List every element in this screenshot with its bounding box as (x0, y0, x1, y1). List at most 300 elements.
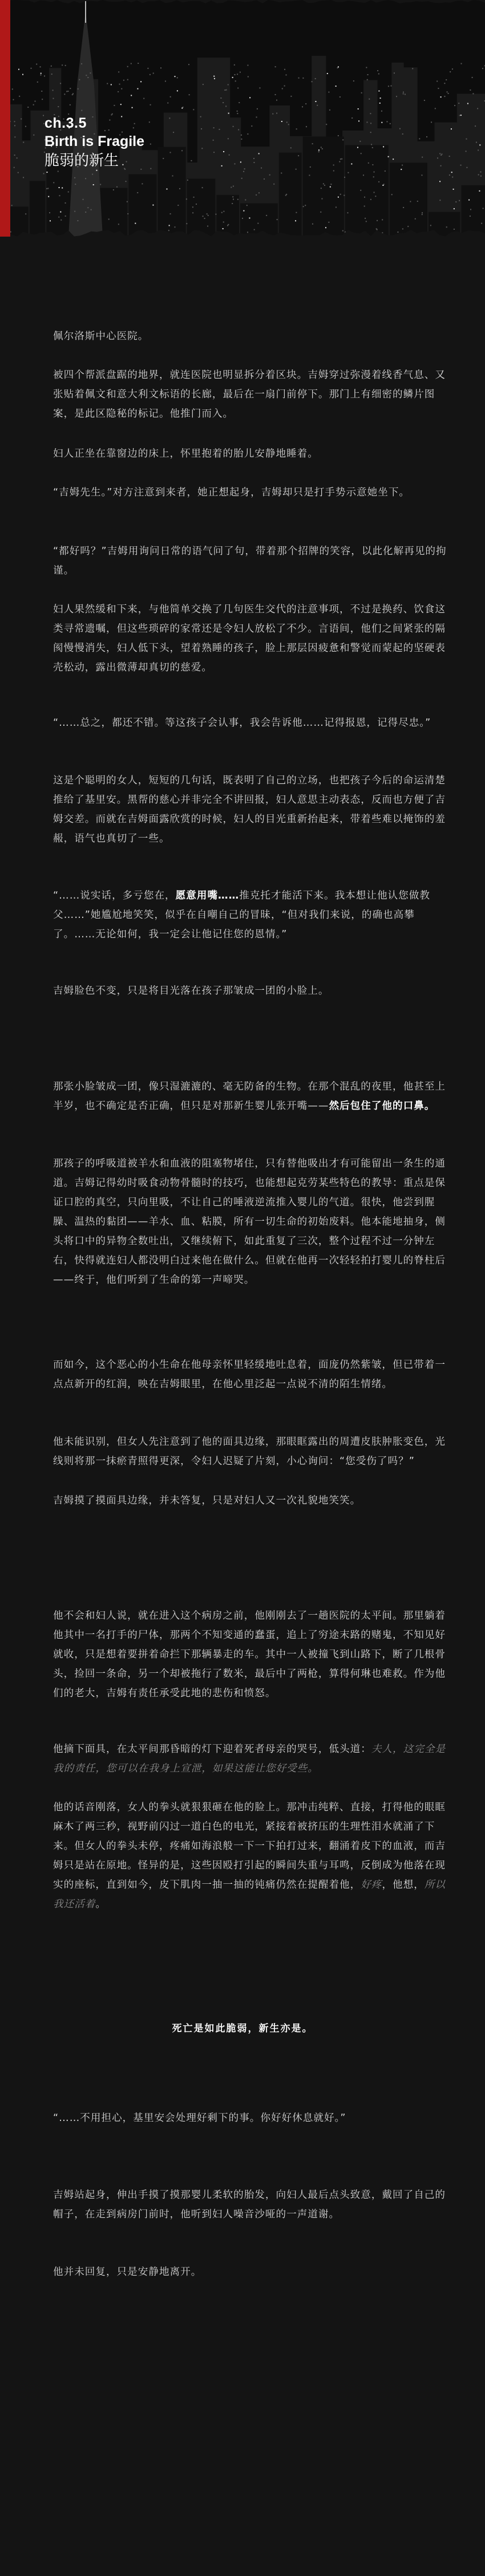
window-light (254, 229, 255, 230)
window-light (23, 177, 24, 178)
window-light (243, 171, 244, 172)
window-light (234, 163, 235, 164)
window-light (251, 125, 252, 127)
window-light (407, 226, 409, 227)
window-light (121, 88, 122, 90)
window-light (65, 65, 66, 66)
window-light (375, 196, 376, 197)
paragraph-text: 他并未回复，只是安静地离开。 (53, 2266, 202, 2278)
window-light (295, 220, 296, 221)
window-light (169, 117, 170, 119)
window-light (258, 153, 260, 154)
paragraph (53, 327, 447, 346)
window-light (74, 211, 75, 212)
window-light (431, 121, 432, 123)
window-light (150, 168, 151, 169)
window-light (381, 111, 382, 112)
paragraph-text: “……说实话，多亏您在， (53, 890, 176, 901)
window-light (338, 197, 339, 198)
paragraph-text: 他摘下面具，在太平间那昏暗的灯下迎着死者母亲的哭号，低头道： (53, 1744, 371, 1755)
window-light (296, 212, 297, 213)
window-light (53, 182, 54, 183)
window-light (378, 181, 379, 182)
building-shape (461, 185, 485, 237)
window-light (147, 68, 148, 69)
window-light (111, 84, 112, 85)
paragraph-text: 吉姆脸色不变，只是将目光落在孩子那皱成一团的小脸上。 (53, 985, 329, 997)
window-light (59, 195, 60, 196)
window-light (193, 109, 194, 110)
window-light (116, 186, 118, 188)
window-light (240, 72, 241, 73)
window-light (46, 188, 47, 189)
window-light (25, 213, 26, 214)
emphasis-text: 然后包住了他的口鼻。 (329, 1100, 435, 1112)
window-light (149, 74, 151, 75)
window-light (380, 97, 381, 99)
window-light (33, 104, 34, 105)
window-light (298, 155, 299, 156)
window-light (256, 116, 257, 117)
window-light (40, 66, 41, 67)
window-light (201, 148, 203, 149)
window-light (14, 125, 15, 126)
window-light (137, 192, 138, 193)
window-light (36, 64, 37, 65)
window-light (213, 140, 214, 141)
window-light (18, 172, 19, 173)
paragraph-text: 妇人果然缓和下来，与他简单交换了几句医生交代的注意事项，不过是换药、饮食这类寻常遗嘱，但这些琐碎的家常还是令妇人放松了不少。言语间，他们之间紧张的隔阂慢慢消失，妇人低下头，望着熟睡的孩子，脸上那层因疲惫和警觉而蒙起的坚硬表壳松动，露出微薄却真切的慈爱。 (53, 604, 446, 673)
paragraph-text: “……不用担心，基里安会处理好剩下的事。你好好休息就好。” (53, 2112, 346, 2124)
window-light (305, 205, 306, 206)
window-light (59, 187, 60, 188)
window-light (337, 67, 338, 68)
window-light (369, 99, 370, 100)
chapter-title-block (45, 114, 144, 171)
window-light (275, 94, 276, 95)
paragraph (53, 1077, 447, 1116)
window-light (248, 76, 249, 78)
window-light (417, 201, 418, 202)
window-light (75, 184, 76, 185)
window-light (322, 148, 323, 149)
window-light (208, 215, 209, 216)
window-light (257, 108, 258, 109)
window-light (85, 212, 86, 213)
window-light (243, 210, 244, 212)
window-light (454, 229, 455, 230)
window-light (44, 75, 45, 76)
window-light (325, 227, 326, 228)
window-light (93, 184, 94, 185)
window-light (33, 135, 34, 136)
window-light (440, 96, 442, 97)
window-light (321, 147, 322, 148)
window-light (480, 176, 482, 177)
window-light (228, 113, 229, 114)
building-shape (240, 204, 278, 237)
window-light (74, 177, 75, 178)
window-light (34, 101, 35, 102)
window-light (233, 126, 234, 127)
window-light (247, 133, 248, 135)
chapter-title-en: Birth is Fragile (45, 133, 145, 149)
building-shape (279, 153, 302, 237)
window-light (381, 122, 382, 123)
window-light (405, 94, 406, 95)
window-light (226, 90, 227, 91)
window-light (361, 153, 362, 154)
window-light (241, 135, 242, 136)
window-light (87, 207, 88, 208)
window-light (371, 144, 372, 145)
window-light (60, 83, 61, 84)
paragraph-text: 推克托才能活下来。我本想让他认您做教父……”她尴尬地笑笑，似乎在自嘲自己的冒昧，“但对我们来说，的确也高攀了。……无论如何，我一定会让他记住您的恩情。” (53, 890, 430, 940)
paragraph (53, 2108, 447, 2128)
window-light (439, 181, 440, 182)
window-light (21, 119, 22, 120)
window-light (312, 143, 313, 144)
window-light (472, 77, 473, 78)
window-light (25, 126, 26, 127)
window-light (379, 103, 381, 104)
window-light (62, 188, 63, 189)
window-light (328, 92, 329, 93)
window-light (357, 147, 358, 148)
window-light (370, 113, 371, 114)
window-light (19, 96, 20, 97)
window-light (242, 218, 243, 219)
window-light (466, 151, 467, 152)
paragraph (53, 1432, 447, 1471)
window-light (476, 142, 477, 143)
window-light (454, 105, 455, 106)
window-light (126, 181, 127, 182)
window-light (14, 155, 15, 156)
window-light (239, 102, 240, 103)
window-light (402, 133, 403, 135)
window-light (118, 224, 119, 225)
window-light (340, 96, 341, 97)
window-light (401, 169, 402, 170)
window-light (396, 96, 397, 97)
window-light (119, 84, 120, 85)
window-light (64, 94, 65, 95)
window-light (11, 205, 13, 206)
window-light (43, 115, 44, 116)
window-light (188, 64, 189, 65)
window-light (60, 212, 61, 213)
window-light (340, 194, 341, 195)
window-light (249, 97, 250, 98)
window-light (377, 220, 378, 221)
window-light (327, 73, 328, 74)
window-light (12, 88, 13, 90)
paragraph (53, 1606, 447, 1703)
window-light (342, 139, 343, 140)
accent-bar (0, 0, 10, 237)
window-light (326, 124, 327, 125)
building-shape (216, 195, 239, 237)
window-light (238, 129, 239, 131)
window-light (479, 190, 480, 192)
paragraph (53, 886, 447, 944)
paragraph (53, 713, 447, 733)
paragraph-text: “吉姆先生。”对方注意到来者，她正想起身，吉姆却只是打手势示意她坐下。 (53, 487, 410, 498)
window-light (50, 220, 51, 221)
window-light (373, 176, 374, 177)
window-light (296, 128, 297, 129)
window-light (62, 64, 63, 66)
window-light (249, 217, 250, 218)
paragraph-text: 妇人正坐在靠窗边的床上，怀里抱着的胎儿安静地睡着。 (53, 448, 318, 460)
window-light (460, 63, 462, 64)
window-light (330, 186, 331, 188)
window-light (123, 80, 124, 81)
window-light (272, 113, 273, 115)
window-light (58, 217, 59, 218)
window-light (358, 108, 359, 109)
window-light (224, 90, 225, 91)
window-light (394, 72, 395, 74)
paragraph (53, 1154, 447, 1290)
window-light (81, 110, 82, 111)
window-light (247, 64, 248, 66)
window-light (17, 157, 18, 159)
window-light (390, 123, 391, 124)
window-light (302, 106, 303, 107)
window-light (179, 188, 180, 189)
window-light (60, 220, 62, 221)
window-light (233, 186, 234, 187)
window-light (419, 138, 420, 139)
window-light (364, 206, 365, 207)
window-light (444, 96, 445, 97)
window-light (388, 156, 389, 157)
paragraph (53, 600, 447, 677)
window-light (160, 67, 161, 68)
window-light (214, 78, 215, 79)
window-light (374, 172, 375, 173)
window-light (315, 101, 316, 102)
window-light (329, 109, 330, 111)
building-shape (303, 136, 344, 237)
window-light (42, 99, 43, 100)
window-light (223, 151, 224, 152)
window-light (245, 200, 246, 201)
window-light (472, 93, 474, 94)
window-light (302, 78, 304, 79)
paragraph-text: “都好吗？”吉姆用询问日常的语气问了句，带着那个招牌的笑容，以此化解再见的拘谨。 (53, 546, 447, 576)
window-light (261, 168, 262, 169)
window-light (275, 66, 276, 67)
window-light (363, 174, 364, 176)
window-light (435, 108, 436, 109)
window-light (189, 94, 190, 95)
window-light (436, 80, 438, 82)
window-light (201, 128, 202, 129)
window-light (276, 100, 277, 101)
window-light (361, 92, 362, 94)
window-light (447, 91, 448, 92)
window-light (382, 185, 383, 186)
window-light (288, 124, 289, 125)
paragraph (53, 2185, 447, 2224)
window-light (323, 183, 324, 184)
chapter-header (0, 0, 485, 237)
window-light (22, 74, 23, 75)
window-light (228, 138, 229, 139)
window-light (277, 219, 278, 220)
window-light (14, 121, 15, 122)
window-light (207, 213, 208, 214)
window-light (467, 103, 468, 104)
window-light (273, 184, 274, 185)
window-light (482, 68, 483, 69)
window-light (219, 129, 220, 130)
window-light (312, 81, 313, 82)
window-light (223, 228, 224, 229)
window-light (177, 90, 178, 91)
window-light (281, 121, 282, 122)
window-light (237, 87, 239, 88)
window-light (448, 93, 449, 94)
window-light (166, 189, 167, 190)
window-light (221, 212, 223, 213)
window-light (438, 88, 439, 89)
window-light (221, 165, 223, 166)
window-light (138, 63, 139, 64)
window-light (118, 91, 119, 92)
paragraph-text: 吉姆摸了摸面具边缘，并未答复，只是对妇人又一次礼貌地笑笑。 (53, 1495, 361, 1506)
window-light (223, 221, 224, 222)
window-light (14, 136, 15, 137)
window-light (455, 201, 456, 202)
paragraph (53, 981, 447, 1001)
window-light (365, 218, 366, 219)
window-light (114, 105, 115, 106)
window-light (18, 69, 19, 70)
window-light (276, 113, 277, 114)
window-light (452, 68, 453, 70)
window-light (296, 169, 297, 170)
window-light (135, 223, 136, 224)
window-light (437, 157, 438, 159)
window-light (87, 77, 88, 78)
window-light (181, 150, 183, 151)
window-light (233, 198, 234, 200)
window-light (100, 184, 101, 185)
window-light (186, 223, 187, 224)
window-light (377, 70, 378, 71)
window-light (466, 139, 467, 140)
window-light (284, 69, 285, 70)
window-light (422, 157, 423, 158)
window-light (43, 173, 45, 174)
window-light (246, 205, 248, 206)
window-light (65, 202, 66, 204)
window-light (284, 86, 285, 87)
window-light (174, 226, 175, 227)
window-light (113, 189, 114, 190)
window-light (240, 161, 241, 162)
window-light (449, 174, 450, 176)
window-light (108, 218, 110, 220)
window-light (49, 212, 50, 213)
paragraph (53, 1740, 447, 1778)
window-light (315, 78, 316, 79)
window-light (65, 216, 66, 217)
window-light (52, 98, 54, 99)
window-light (235, 80, 236, 82)
window-light (470, 90, 471, 91)
window-light (397, 231, 398, 233)
window-light (131, 95, 132, 96)
window-light (459, 115, 460, 116)
window-light (336, 206, 337, 208)
window-light (440, 155, 442, 156)
window-light (466, 167, 467, 168)
window-light (477, 108, 478, 109)
window-light (470, 209, 471, 210)
window-light (351, 117, 353, 119)
window-light (237, 74, 238, 75)
window-light (333, 170, 334, 172)
window-light (81, 63, 82, 64)
window-light (483, 208, 484, 209)
emphasis-text: 愿意用嘴…… (175, 890, 240, 901)
window-light (403, 207, 404, 208)
window-light (223, 102, 224, 103)
window-light (360, 190, 361, 191)
window-light (237, 199, 239, 200)
window-light (169, 225, 170, 226)
window-light (452, 177, 453, 178)
window-light (150, 104, 151, 105)
window-light (107, 83, 108, 84)
window-light (132, 107, 133, 108)
window-light (168, 230, 169, 231)
paragraph-text: 他不会和妇人说，就在进入这个病房之前，他刚刚去了一趟医院的太平间。那里躺着他其中一名打手的尸体，那两个不知变通的蠢蛋，追上了穷途末路的赌鬼，不知见好就收，只是想着要拼着命拦下那辆暴走的车。其中一人被撞飞到山路下，断了几根骨头，捡回一条命，另一个却被拖行了数米，最后中了两枪，算得何琳也难救。作为他们的老大，吉姆有责任承受此地的悲伤和愤怒。 (53, 1610, 446, 1699)
window-light (67, 91, 68, 92)
window-light (282, 88, 283, 89)
window-light (58, 106, 59, 107)
window-light (372, 164, 373, 165)
window-light (213, 127, 215, 128)
window-light (385, 170, 386, 172)
window-light (412, 68, 413, 69)
window-light (415, 218, 416, 220)
window-light (149, 121, 150, 123)
inner-voice-text: 夫人，这完全是我的责任，您可以在我身上宣泄，如果这能让您好受些。 (53, 1744, 446, 1774)
window-light (232, 77, 233, 78)
window-light (163, 158, 164, 159)
window-light (13, 99, 14, 100)
window-light (203, 216, 204, 217)
window-light (439, 200, 440, 201)
window-light (253, 158, 254, 159)
paragraph-text: ，他想， (382, 1879, 425, 1891)
window-light (402, 228, 403, 229)
window-light (165, 80, 166, 82)
window-light (14, 167, 15, 168)
window-light (177, 205, 179, 206)
window-light (215, 214, 216, 215)
window-light (341, 159, 342, 160)
window-light (72, 94, 73, 95)
window-light (228, 84, 229, 86)
window-light (426, 136, 427, 137)
